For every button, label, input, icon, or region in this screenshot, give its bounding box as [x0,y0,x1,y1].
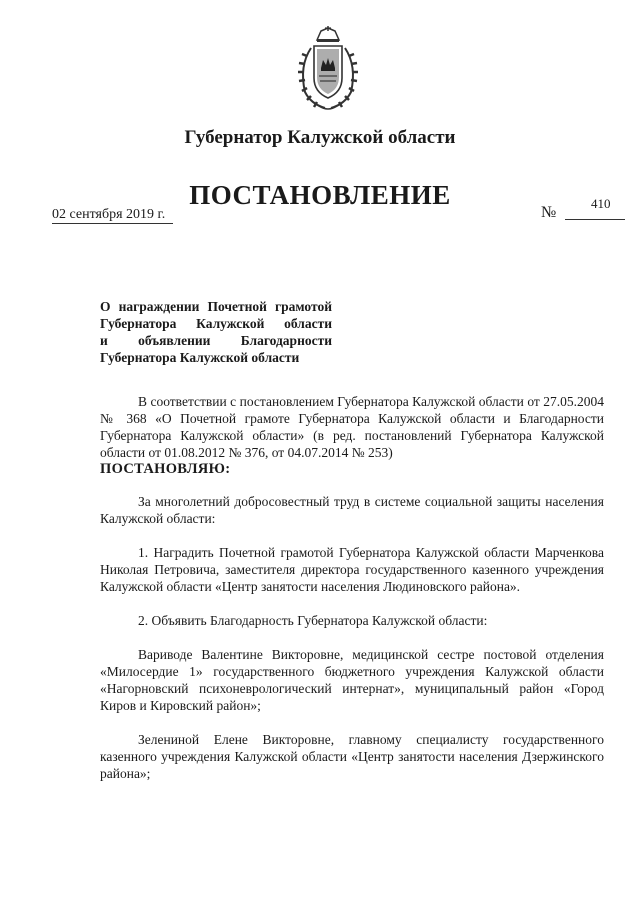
document-date: 02 сентября 2019 г. [52,207,173,224]
decree-heading: ПОСТАНОВЛЯЮ: [100,461,231,477]
document-number-label: № [541,204,557,221]
document-body [100,393,604,782]
document-number: 410 [591,196,611,211]
reason-paragraph: За многолетний добросовестный труд в системе социальной защиты населения Калужской области: [100,494,604,526]
issuing-authority: Губернатор Калужской области [184,127,456,148]
document-subject [100,298,332,366]
subject-line: Губернатора Калужской области [100,316,332,331]
award-item-1: 1. Наградить Почетной грамотой Губернатора Калужской области Марченкова Николая Петровича, заместителя директора государственного казенного учреждения Калужской области «Центр занятости населения Людиновского района». [100,545,604,594]
subject-line: О награждении Почетной грамотой [100,299,332,314]
coat-of-arms-emblem [295,26,361,112]
award-item-2: 2. Объявить Благодарность Губернатора Калужской области: [138,613,488,628]
document-type-title: ПОСТАНОВЛЕНИЕ [189,180,451,210]
document-number-underline [565,219,625,220]
preamble-paragraph: В соответствии с постановлением Губернатора Калужской области от 27.05.2004 № 368 «О Почетной грамоте Губернатора Калужской области и Благодарности Губернатора Калужской области» (в ред. постановлений Губернатора Калужской области от 01.08.2012 № 376, от 04.07.2014 № 253) [100,394,604,460]
subject-line: и объявлении Благодарности [100,333,332,348]
recipient-paragraph: Зелениной Елене Викторовне, главному специалисту государственного казенного учреждения Калужской области «Центр занятости населения Дзержинского района»; [100,732,604,781]
recipient-paragraph: Вариводе Валентине Викторовне, медицинской сестре постовой отделения «Милосердие 1» государственного бюджетного учреждения Калужской области «Нагорновский психоневрологический интернат», муниципальный район «Город Киров и Кировский район»; [100,647,604,713]
subject-line: Губернатора Калужской области [100,350,300,365]
